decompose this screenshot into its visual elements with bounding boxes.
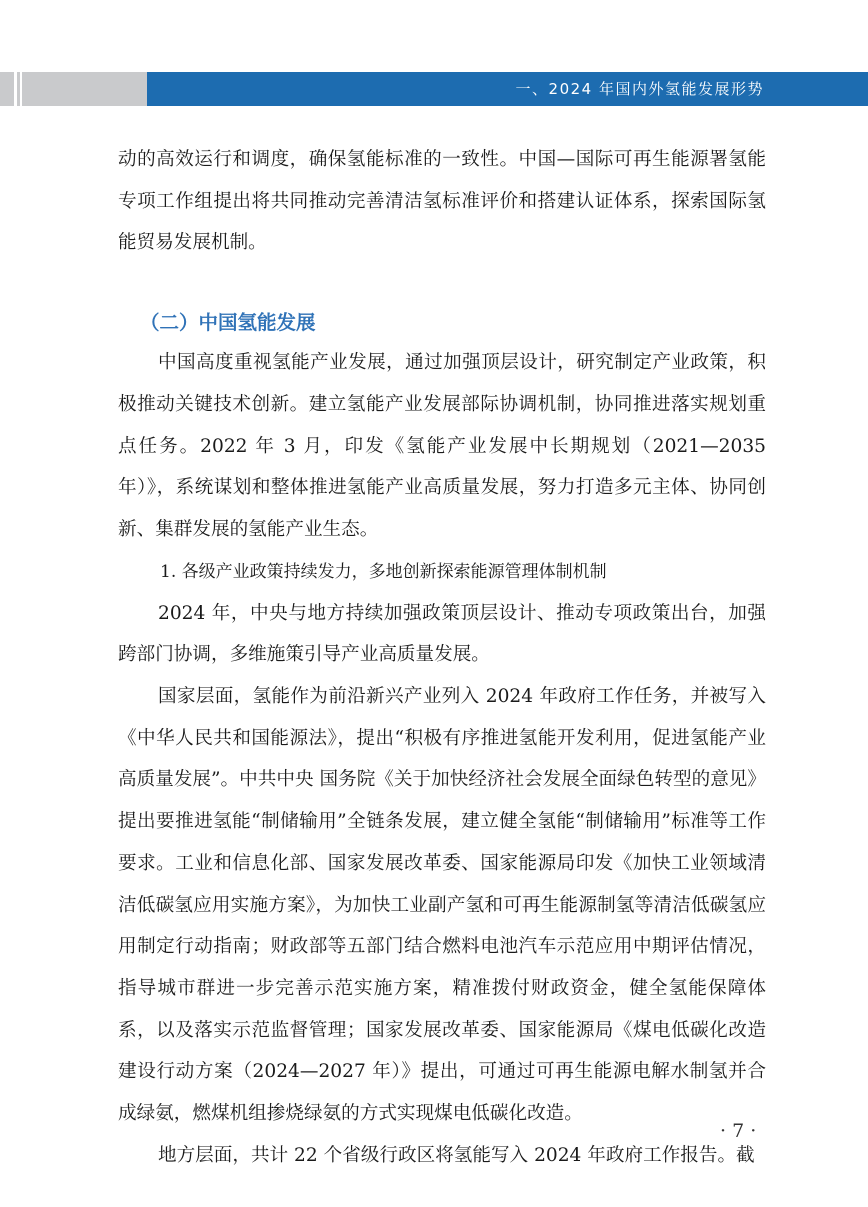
header-gray-block bbox=[0, 72, 147, 106]
page-number: · 7 · bbox=[720, 1120, 757, 1142]
sub-heading: 1. 各级产业政策持续发力，多地创新探索能源管理体制机制 bbox=[160, 561, 607, 582]
paragraph: 地方层面，共计 22 个省级行政区将氢能写入 2024 年政府工作报告。截 bbox=[157, 1144, 755, 1166]
running-header-title: 一、2024 年国内外氢能发展形势 bbox=[515, 80, 764, 98]
paragraph: 中国高度重视氢能产业发展，通过加强顶层设计，研究制定产业政策，积极推动关键技术创新。建立氢能产业发展部际协调机制，协同推进落实规划重点任务。2022 年 3 月，印发《氢能产业发展中长期规划（2021—2035 年）》，系统谋划和整体推进氢能产业高质量发展，努力打造多元主体、协同创新、集群发展的氢能产业生态。 bbox=[118, 352, 766, 540]
header-stripe bbox=[14, 72, 17, 106]
paragraph: 动的高效运行和调度，确保氢能标准的一致性。中国—国际可再生能源署氢能专项工作组提出将共同推动完善清洁氢标准评价和搭建认证体系，探索国际氢能贸易发展机制。 bbox=[118, 149, 766, 254]
paragraph: 2024 年，中央与地方持续加强政策顶层设计、推动专项政策出台，加强跨部门协调，多维施策引导产业高质量发展。 bbox=[118, 602, 766, 666]
header-stripe bbox=[20, 72, 22, 106]
section-heading: （二）中国氢能发展 bbox=[140, 311, 316, 335]
page-body bbox=[118, 139, 766, 1176]
paragraph: 国家层面，氢能作为前沿新兴产业列入 2024 年政府工作任务，并被写入《中华人民共和国能源法》，提出“积极有序推进氢能开发利用，促进氢能产业高质量发展”。中共中央 国务院《关于加快经济社会发展全面绿色转型的意见》提出要推进氢能“制储输用”全链条发展，建立健全氢能“制储输用”标准等工作要求。工业和信息化部、国家发展改革委、国家能源局印发《加快工业领域清洁低碳氢应用实施方案》，为加快工业副产氢和可再生能源制氢等清洁低碳氢应用制定行动指南；财政部等五部门结合燃料电池汽车示范应用中期评估情况，指导城市群进一步完善示范实施方案，精准拨付财政资金，健全氢能保障体系，以及落实示范监督管理；国家发展改革委、国家能源局《煤电低碳化改造建设行动方案（2024—2027 年）》提出，可通过可再生能源电解水制氢并合成绿氨，燃煤机组掺烧绿氨的方式实现煤电低碳化改造。 bbox=[118, 686, 766, 1125]
